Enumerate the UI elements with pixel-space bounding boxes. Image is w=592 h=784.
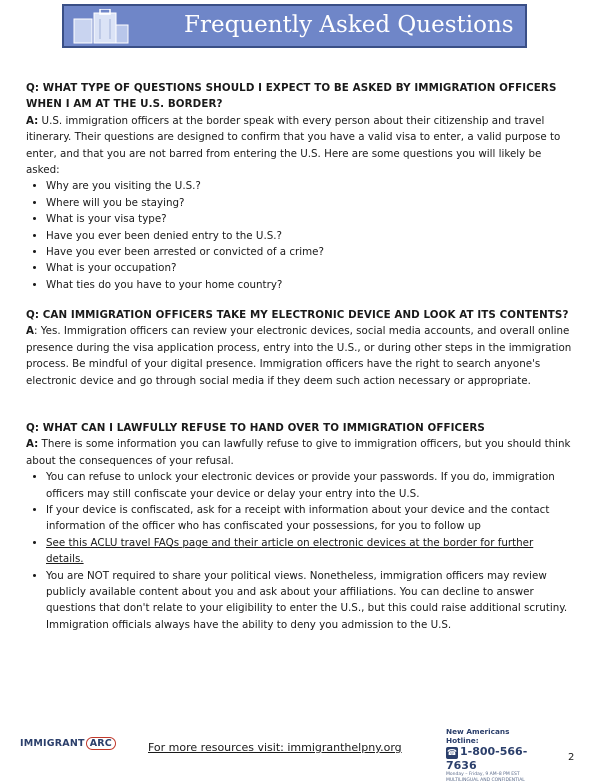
faq-question: Q: WHAT CAN I LAWFULLY REFUSE TO HAND OVER TO IMMIGRATION OFFICERS: [26, 422, 485, 434]
faq-answer: [26, 436, 574, 469]
hotline-title: New Americans Hotline:: [446, 727, 510, 745]
immigrant-arc-logo: [20, 738, 116, 749]
hotline-block: [446, 727, 542, 784]
list-item: • Have you ever been arrested or convicted of a crime?: [46, 244, 574, 260]
page-number: 2: [568, 752, 575, 763]
list-item: • What is your occupation?: [46, 260, 574, 276]
list-item: • What is your visa type?: [46, 211, 574, 227]
list-item: [46, 535, 574, 568]
answer-text: There is some information you can lawfully refuse to give to immigration officers, but you should think about the consequences of your refusal.: [26, 438, 571, 467]
list-item: • Where will you be staying?: [46, 195, 574, 211]
answer-prefix: A: [26, 325, 34, 338]
faq-section-2: [26, 307, 574, 389]
hotline-hours: Monday – Friday, 9 AM–8 PM EST: [446, 772, 520, 777]
list-item: • You can refuse to unlock your electronic devices or provide your passwords. If you do, immigration officers may still confiscate your device or delay your entry into the U.S.: [46, 469, 574, 502]
answer-text: : Yes. Immigration officers can review your electronic devices, social media accounts, and overall online presence during the visa application process, entry into the U.S., or during other steps in the immigration process. Be mindful of your digital presence. Immigration officers have the right to search anyone's electronic device and go through social media if they deem such action necessary or appropriate.: [26, 325, 572, 387]
luggage-icon: [70, 9, 130, 45]
answer-prefix: A:: [26, 114, 39, 127]
list-item: • You are NOT required to share your political views. Nonetheless, immigration officers may review publicly available content about you and ask about your affiliations. You can decline to answer questions that don't relate to your eligibility to enter the U.S., but this could raise additional scrutiny. Immigration officials always have the ability to deny you admission to the U.S.: [46, 568, 574, 634]
faq-answer: [26, 113, 574, 179]
list-item: • If your device is confiscated, ask for a receipt with information about your device and the contact information of the officer who has confiscated your possessions, for you to follow up: [46, 502, 574, 535]
question-list: [26, 178, 574, 293]
faq-answer: [26, 323, 574, 389]
list-item: • What ties do you have to your home country?: [46, 277, 574, 293]
phone-icon: ☎: [447, 748, 457, 757]
resources-link[interactable]: For more resources visit: immigranthelpny.org: [148, 741, 402, 754]
header-banner: [62, 4, 527, 48]
refusal-list: [26, 469, 574, 633]
faq-section-1: [26, 80, 574, 293]
answer-text: U.S. immigration officers at the border speak with every person about their citizenship and travel itinerary. Their questions are designed to confirm that you have a valid visa to enter, a valid purpose to enter, and that you are not barred from entering the U.S. Here are some questions you will likely be asked:: [26, 114, 561, 177]
aclu-link[interactable]: See this ACLU travel FAQs page and their article on electronic devices at the border for further details.: [46, 536, 534, 566]
answer-prefix: A:: [26, 438, 39, 451]
logo-arc: ARC: [86, 737, 116, 750]
list-item: • Have you ever been denied entry to the U.S.?: [46, 228, 574, 244]
list-item: • Why are you visiting the U.S.?: [46, 178, 574, 194]
faq-question: Q: CAN IMMIGRATION OFFICERS TAKE MY ELECTRONIC DEVICE AND LOOK AT ITS CONTENTS?: [26, 309, 569, 321]
hotline-note: MULTILINGUAL AND CONFIDENTIAL: [446, 778, 525, 783]
page-title: Frequently Asked Questions: [184, 12, 514, 38]
faq-section-3: [26, 420, 574, 633]
logo-text: IMMIGRANT: [20, 738, 85, 749]
hotline-number: 1-800-566-7636: [446, 745, 528, 772]
faq-question: Q: WHAT TYPE OF QUESTIONS SHOULD I EXPECT TO BE ASKED BY IMMIGRATION OFFICERS WHEN I AM AT THE U.S. BORDER?: [26, 82, 557, 111]
